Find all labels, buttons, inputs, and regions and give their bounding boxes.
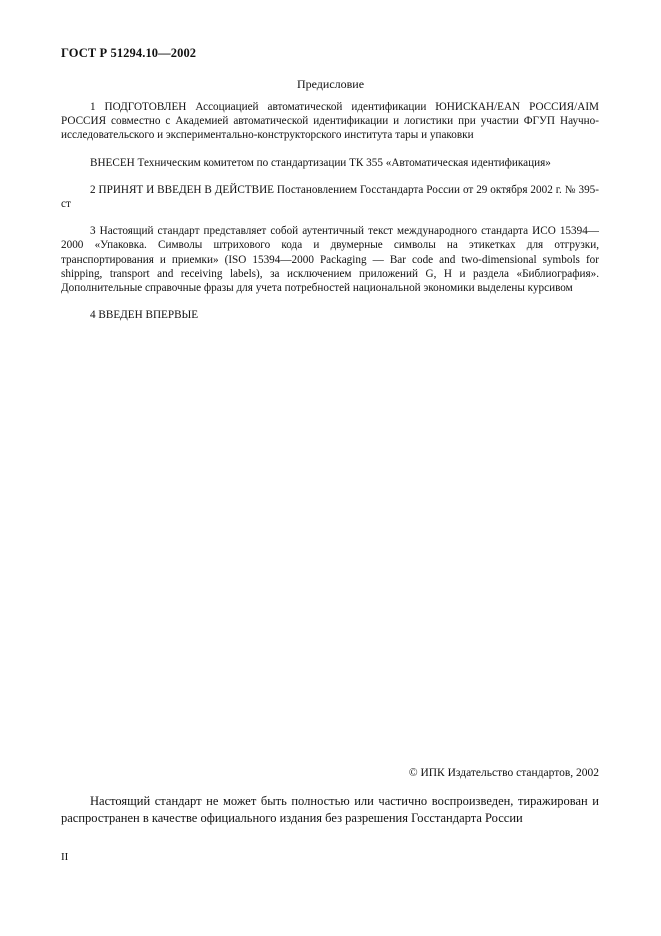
preface-title: Предисловие — [296, 77, 365, 91]
preface-content — [61, 100, 599, 322]
reproduction-notice: Настоящий стандарт не может быть полностью или частично воспроизведен, тиражирован и распространен в качестве официального издания без разрешения Госстандарта России — [61, 794, 599, 825]
preface-paragraph-prepared: 1 ПОДГОТОВЛЕН Ассоциацией автоматической идентификации ЮНИСКАН/EAN РОССИЯ/AIM РОССИЯ совместно с Академией автоматической идентификации и логистики при участии ФГУП Научно-исследовательского и экспериментально-конструкторского института тары и упаковки — [61, 101, 599, 142]
preface-paragraph-first-introduced: 4 ВВЕДЕН ВПЕРВЫЕ — [90, 309, 199, 322]
preface-paragraph-authentic-text: 3 Настоящий стандарт представляет собой аутентичный текст международного стандарта ИСО 15394—2000 «Упаковка. Символы штрихового кода и двумерные символы на этикетках для отгрузки, транспортирования и приемки» (ISO 15394—2000 Packaging — Bar code and two-dimensional symbols for shipping, transport and receiving labels), за исключением приложений G, H и раздела «Библиография». Дополнительные справочные фразы для учета потребностей национальной экономики выделены курсивом — [61, 225, 599, 295]
copyright-line: © ИПК Издательство стандартов, 2002 — [408, 767, 599, 779]
page-number: II — [61, 851, 69, 863]
preface-paragraph-introduced: ВНЕСЕН Техническим комитетом по стандартизации ТК 355 «Автоматическая идентификация» — [90, 156, 551, 169]
document-id-header: ГОСТ Р 51294.10—2002 — [61, 46, 197, 60]
preface-paragraph-adopted: 2 ПРИНЯТ И ВВЕДЕН В ДЕЙСТВИЕ Постановлением Госстандарта России от 29 октября 2002 г. № 395-ст — [61, 183, 599, 211]
